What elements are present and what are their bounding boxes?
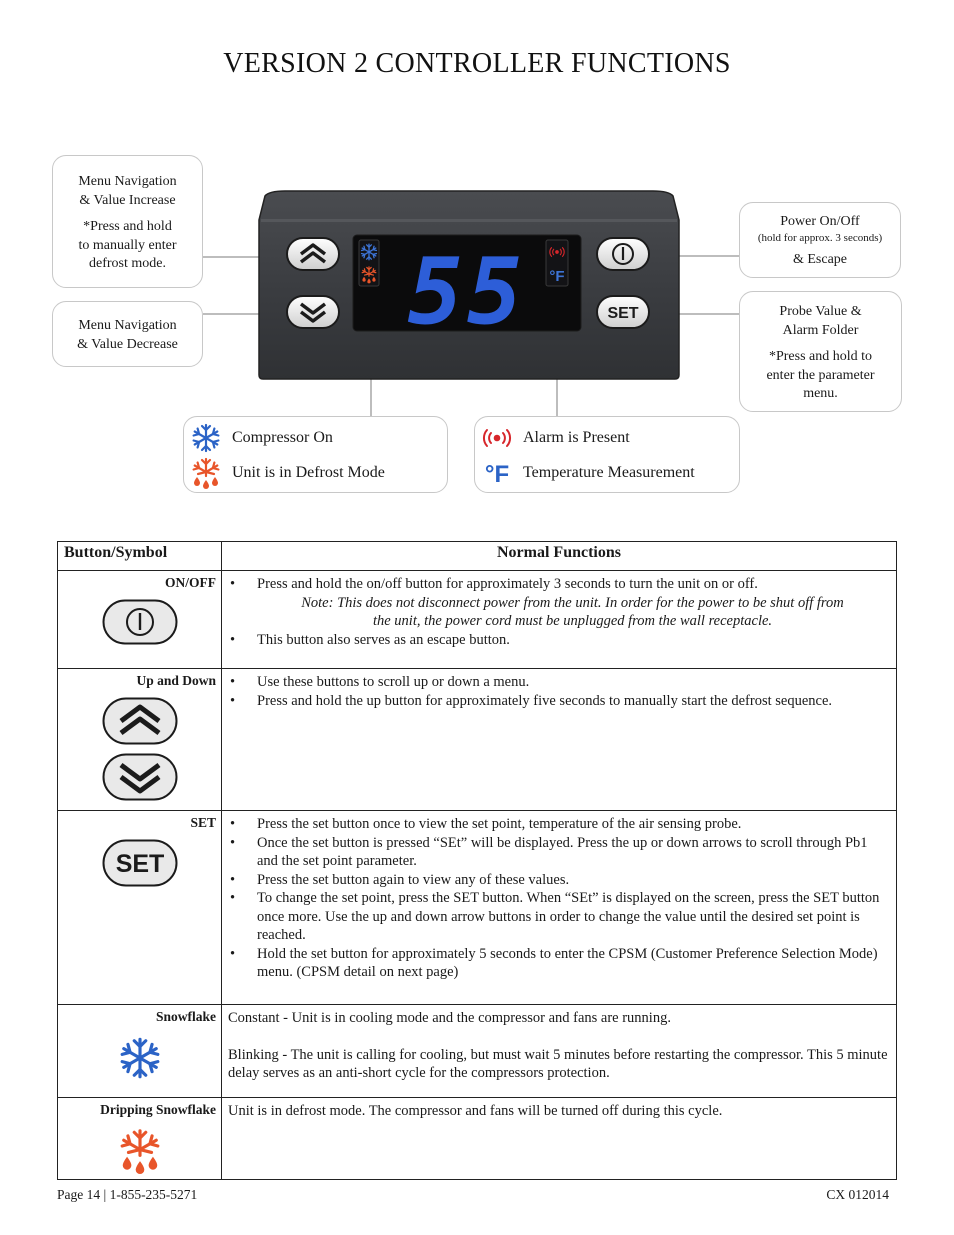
list-item: • To change the set point, press the SET button. When “SEt” is displayed on the screen, press the SET button once more. Use the up and down arrow buttons in order to change the value until the desired set point is reached.	[228, 889, 888, 945]
up-arrow-icon	[102, 697, 178, 745]
svg-text:SET: SET	[115, 850, 164, 878]
snowflake-icon	[117, 1033, 163, 1083]
legend-display-left	[183, 416, 448, 493]
list-item: • Press and hold the on/off button for approximately 3 seconds to turn the unit on or off.	[228, 575, 888, 594]
symbol-label: Dripping Snowflake	[100, 1102, 216, 1117]
list-item: • Press the set button again to view any of these values.	[228, 871, 888, 890]
callout-text: & Value Decrease	[77, 336, 178, 352]
footer-page-info: Page 14 | 1-855-235-5271	[57, 1187, 198, 1202]
callout-text: Alarm Folder	[782, 322, 859, 338]
callout-text: menu.	[803, 386, 838, 401]
table-header: Normal Functions	[222, 542, 897, 571]
power-button-illustration	[597, 238, 649, 270]
symbol-label: SET	[190, 815, 216, 830]
callout-set-button	[739, 291, 902, 412]
callout-text: enter the parameter	[766, 367, 875, 383]
paragraph: Constant - Unit is in cooling mode and the compressor and fans are running.	[228, 1010, 671, 1026]
paragraph: Unit is in defrost mode. The compressor and fans will be turned off during this cycle.	[228, 1103, 723, 1119]
list-item: • Press the set button once to view the set point, temperature of the air sensing probe.	[228, 815, 888, 834]
symbol-label: Up and Down	[136, 673, 216, 688]
list-item: • Press and hold the up button for approximately five seconds to manually start the defrost sequence.	[228, 692, 888, 711]
list-item: • Use these buttons to scroll up or down a menu.	[228, 673, 888, 692]
down-button-illustration	[287, 296, 339, 328]
legend-label: Temperature Measurement	[523, 464, 695, 481]
note-text: Note: This does not disconnect power from the unit. In order for the power to be shut off from	[301, 594, 844, 611]
callout-text: defrost mode.	[89, 256, 166, 271]
callout-note: (hold for approx. 3 seconds)	[757, 231, 883, 244]
table-row	[58, 669, 897, 811]
snowflake-icon	[188, 423, 224, 453]
paragraph: Blinking - The unit is calling for cooling, but must wait 5 minutes before restarting the compressor. This 5 minute delay serves as an anti-short cycle for the compressors protection.	[228, 1046, 888, 1081]
callout-down-button	[52, 301, 203, 367]
list-item: • This button also serves as an escape button.	[228, 631, 888, 650]
dripping-snowflake-icon	[188, 457, 224, 489]
callout-power-button	[739, 202, 901, 278]
callout-text: *Press and hold to	[768, 349, 873, 364]
set-icon	[102, 839, 178, 887]
legend-display-right	[474, 416, 740, 493]
footer-doc-code: CX 012014	[826, 1187, 889, 1202]
table-row	[58, 1005, 897, 1098]
page-title: VERSION 2 CONTROLLER FUNCTIONS	[223, 48, 731, 79]
set-button-illustration	[597, 296, 649, 328]
list-item: • Once the set button is pressed “SEt” will be displayed. Press the up or down arrows to scroll through Pb1 and the set point parameter.	[228, 834, 888, 871]
note-text: the unit, the power cord must be unplugged from the wall receptacle.	[372, 613, 773, 629]
list-item: • Hold the set button for approximately 5 seconds to enter the CPSM (Customer Preference Selection Mode) menu. (CPSM detail on next page)	[228, 945, 888, 982]
table-row	[58, 811, 897, 1005]
callout-text: *Press and hold	[83, 219, 172, 234]
svg-text:55: 55	[407, 238, 527, 345]
callout-text: Menu Navigation	[78, 318, 177, 333]
alarm-icon	[479, 423, 515, 453]
symbol-label: ON/OFF	[165, 575, 216, 590]
table-row	[58, 1098, 897, 1180]
dripping-snowflake-icon	[117, 1126, 163, 1176]
callout-text: Power On/Off	[780, 214, 860, 229]
callout-text: Probe Value &	[779, 304, 862, 319]
callout-up-button	[52, 155, 203, 288]
legend-label: Compressor On	[232, 429, 333, 446]
controller-unit	[255, 190, 683, 380]
legend-label: Unit is in Defrost Mode	[232, 464, 385, 481]
callout-text: & Escape	[792, 251, 848, 267]
legend-label: Alarm is Present	[523, 429, 630, 446]
up-button-illustration	[287, 238, 339, 270]
table-header: Button/Symbol	[58, 542, 222, 571]
svg-text:°F: °F	[484, 461, 510, 488]
functions-table	[57, 541, 897, 1180]
callout-text: & Value Increase	[79, 192, 176, 208]
power-icon	[102, 599, 178, 645]
svg-text:°F: °F	[549, 268, 565, 285]
down-arrow-icon	[102, 753, 178, 801]
fahrenheit-icon	[479, 458, 515, 488]
symbol-label: Snowflake	[155, 1009, 216, 1024]
callout-text: Menu Navigation	[78, 174, 177, 189]
table-row	[58, 571, 897, 669]
svg-text:SET: SET	[607, 305, 639, 322]
callout-text: to manually enter	[78, 237, 177, 253]
